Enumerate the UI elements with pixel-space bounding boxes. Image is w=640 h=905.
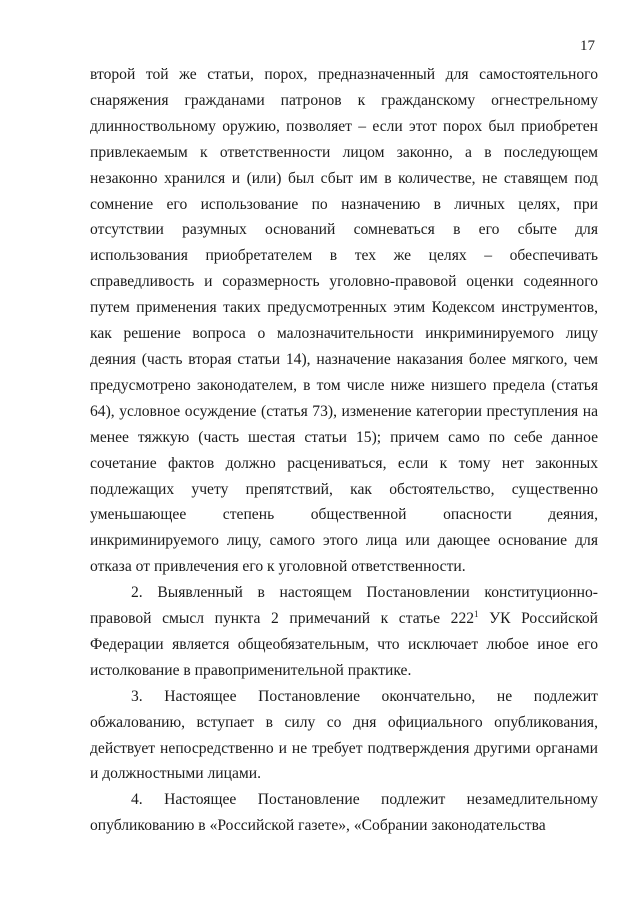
document-body [90, 62, 598, 839]
paragraph-3: 3. Настоящее Постановление окончательно, не подлежит обжалованию, вступает в силу со дня официального опубликования, действует непосредственно и не требует подтверждения другими органами и должностными лицами. [90, 687, 598, 783]
paragraph-2-text-after: УК Российской Федерации является общеобязательным, что исключает любое иное его истолкование в правоприменительной практике. [90, 610, 598, 679]
page-number: 17 [580, 38, 595, 54]
paragraph-2 [90, 580, 598, 684]
paragraph-4: 4. Настоящее Постановление подлежит незамедлительному опубликованию в «Российской газете», «Собрании законодательства [90, 791, 598, 835]
paragraph-continuation: второй той же статьи, порох, предназначенный для самостоятельного снаряжения гражданами патронов к гражданскому огнестрельному длинноствольному оружию, позволяет – если этот порох был приобретен привлекаемым к ответственности лицом законно, а в последующем незаконно хранился и (или) был сбыт им в количестве, не ставящем под сомнение его использование по назначению в личных целях, при отсутствии разумных оснований сомневаться в его сбыте для использования приобретателем в тех же целях – обеспечивать справедливость и соразмерность уголовно-правовой оценки содеянного путем применения таких предусмотренных этим Кодексом инструментов, как решение вопроса о малозначительности инкриминируемого лицу деяния (часть вторая статьи 14), назначение наказания более мягкого, чем предусмотрено законодателем, в том числе ниже низшего предела (статья 64), условное осуждение (статья 73), изменение категории преступления на менее тяжкую (часть шестая статьи 15); причем само по себе данное сочетание фактов должно расцениваться, если к тому нет законных подлежащих учету препятствий, как обстоятельство, существенно уменьшающее степень общественной опасности деяния, инкриминируемого лицу, самого этого лица или дающее основание для отказа от привлечения его к уголовной ответственности. [90, 66, 598, 576]
article-superscript: 1 [474, 609, 479, 620]
paragraph-2-text-before: 2. Выявленный в настоящем Постановлении конституционно-правовой смысл пункта 2 примечаний к статье 222 [90, 584, 598, 628]
